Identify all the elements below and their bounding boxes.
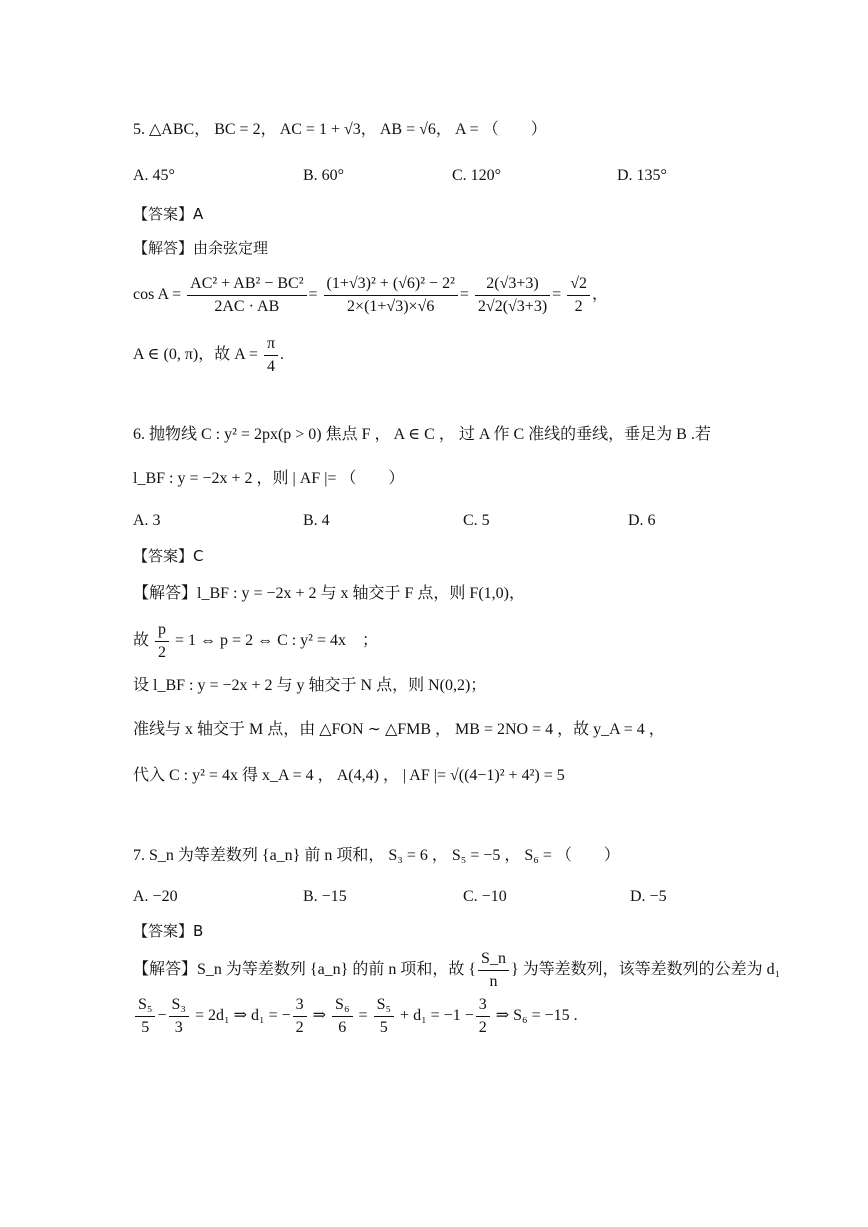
q7-f6-num: 3 — [476, 994, 490, 1017]
q5-line2-num: π — [264, 333, 278, 356]
q5-line2-a: A ∈ (0, π)，故 A = — [133, 346, 258, 364]
q5-cos-equation: cos A = $\frac{\text{AC² + AB² − BC²}}{2AC \cdot AB}$ = $\frac{\text{(1+√3)² + (√6)² − 2²}}{2\times(1+√3)\times√6}$ = $\frac{2(√3+3)}{2√2(√3+3)}$ = $\frac{√2}{2}$ ， — [133, 273, 608, 318]
q7-arrow: ⇒ — [312, 1007, 327, 1025]
q5-frac4 — [567, 273, 590, 318]
q7-mid: = 2d₁ ⇒ d₁ = − — [195, 1007, 291, 1025]
q6-sol2-den: 2 — [158, 644, 167, 661]
q7-mid2: + d₁ = −1 − — [400, 1007, 474, 1025]
q7-f2-den: 3 — [174, 1019, 183, 1036]
q6-option-a: A. 3 — [133, 512, 161, 529]
q5-stem: 5. △ABC， BC = 2， AC = 1 + √3， AB = √6， A = （ ） — [133, 121, 547, 138]
q7-option-b: B. −15 — [303, 888, 347, 905]
q7-solution-2 — [133, 994, 578, 1039]
q6-stem-line2: l_BF : y = −2x + 2 ，则 | AF |= （ ） — [133, 470, 405, 487]
q6-sol2-num: p — [155, 619, 169, 642]
q5-option-c: C. 120° — [452, 167, 502, 184]
q6-solution-5: 代入 C : y² = 4x 得 x_A = 4 ， A(4,4) ， | AF |= √((4−1)² + 4²) = 5 — [133, 767, 565, 784]
q7-f1 — [135, 994, 155, 1039]
q6-solution-3: 设 l_BF : y = −2x + 2 与 y 轴交于 N 点，则 N(0,2)； — [133, 677, 487, 694]
q5-frac4-den: 2 — [574, 298, 583, 315]
q7-f3-den: 2 — [295, 1019, 304, 1036]
q7-f1-num: S₅ — [135, 994, 155, 1017]
q7-f2 — [169, 994, 189, 1039]
q7-f3 — [293, 994, 307, 1039]
q7-f3-num: 3 — [293, 994, 307, 1017]
q7-f4-num: S₆ — [332, 994, 352, 1017]
q7-f1-den: 5 — [141, 1019, 150, 1036]
q6-sol2-a: 故 — [133, 632, 150, 650]
q6-solution-2 — [133, 619, 378, 664]
q5-end-comma: ， — [591, 286, 608, 304]
q7-f6 — [476, 994, 490, 1039]
q7-f5-den: 5 — [379, 1019, 388, 1036]
q7-f5-num: S₅ — [374, 994, 394, 1017]
q7-option-d: D. −5 — [630, 888, 667, 905]
q7-sol1-b: } 为等差数列，该等差数列的公差为 d₁ — [510, 961, 781, 979]
q7-eq: = — [358, 1007, 368, 1025]
q7-end: ⇒ S₆ = −15 . — [495, 1007, 578, 1025]
q7-f2-num: S₃ — [169, 994, 189, 1017]
q5-frac4-num: √2 — [567, 273, 590, 296]
q5-frac2-den: 2×(1+√3)×√6 — [347, 298, 435, 315]
q7-sol1-frac — [478, 948, 509, 993]
q5-frac3 — [475, 273, 550, 318]
q5-option-a: A. 45° — [133, 167, 175, 184]
q6-option-c: C. 5 — [463, 512, 490, 529]
q5-line2 — [133, 333, 284, 378]
q5-frac2 — [324, 273, 458, 318]
q7-minus: − — [157, 1007, 167, 1025]
q5-frac2-num: (1+√3)² + (√6)² − 2² — [324, 273, 458, 296]
q6-sol2-frac — [155, 619, 169, 664]
q5-frac3-den: 2√2(√3+3) — [477, 298, 548, 315]
q5-frac1-num: AC² + AB² − BC² — [187, 273, 306, 296]
q5-line2-den: 4 — [266, 358, 275, 375]
q5-option-d: D. 135° — [617, 167, 667, 184]
q6-solution-4: 准线与 x 轴交于 M 点，由 △FON ∼ △FMB ， MB = 2NO = 4 ，故 y_A = 4 ， — [133, 721, 665, 738]
q5-option-b: B. 60° — [303, 167, 345, 184]
q6-sol2-b: = 1 ⇔ p = 2 ⇔ C : y² = 4x ； — [175, 632, 379, 650]
q5-line2-frac — [264, 333, 278, 378]
q7-sol1-a: 【解答】S_n 为等差数列 {a_n} 的前 n 项和，故 { — [133, 961, 477, 979]
q6-answer: 【答案】C — [133, 547, 204, 565]
q5-frac1-den: 2AC · AB — [214, 298, 280, 315]
q7-answer: 【答案】B — [133, 922, 204, 940]
q5-frac3-num: 2(√3+3) — [475, 273, 550, 296]
q7-f6-den: 2 — [478, 1019, 487, 1036]
q5-solution-intro: 【解答】由余弦定理 — [133, 239, 269, 257]
q6-option-b: B. 4 — [303, 512, 330, 529]
q7-sol1-den: n — [489, 973, 498, 990]
q6-stem-line1: 6. 抛物线 C : y² = 2px(p > 0) 焦点 F ， A ∈ C ， 过 A 作 C 准线的垂线，垂足为 B .若 — [133, 426, 711, 443]
q7-option-c: C. −10 — [463, 888, 507, 905]
q7-option-a: A. −20 — [133, 888, 178, 905]
q6-option-d: D. 6 — [628, 512, 656, 529]
q7-stem: 7. S_n 为等差数列 {a_n} 前 n 项和， S₃ = 6 ， S₅ = −5 ， S₆ = （ ） — [133, 847, 620, 864]
q5-frac1 — [187, 273, 306, 318]
q5-line2-end: . — [280, 346, 285, 364]
q7-f4-den: 6 — [338, 1019, 347, 1036]
q7-f4 — [332, 994, 352, 1039]
q6-solution-1: 【解答】l_BF : y = −2x + 2 与 x 轴交于 F 点，则 F(1,0)， — [133, 585, 525, 602]
q5-cos-lhs: cos A = — [133, 286, 182, 304]
q7-solution-1 — [133, 948, 780, 993]
q7-sol1-num: S_n — [478, 948, 509, 971]
q5-answer: 【答案】A — [133, 205, 204, 223]
q7-f5 — [374, 994, 394, 1039]
